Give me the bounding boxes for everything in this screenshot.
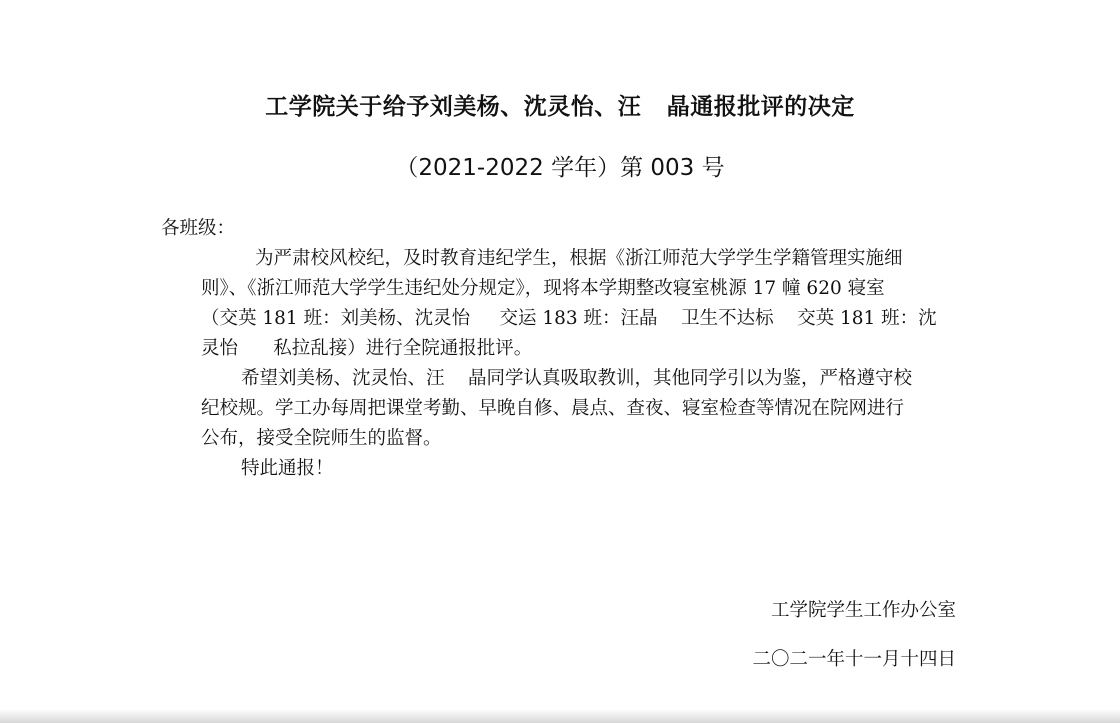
document-title: 工学院关于给予刘美杨、沈灵怡、汪 晶通报批评的决定: [265, 94, 855, 120]
closing-line: 特此通报！: [241, 458, 334, 479]
paragraph-2-line: 希望刘美杨、沈灵怡、汪 晶同学认真吸取教训，其他同学引以为鉴，严格遵守校: [241, 368, 913, 389]
paragraph-1-line: （交英 181 班：刘美杨、沈灵怡 交运 183 班：汪晶 卫生不达标 交英 181 班：沈: [201, 308, 937, 329]
issue-date: 二〇二一年十一月十四日: [752, 649, 956, 670]
paragraph-1-line: 则》、《浙江师范大学学生违纪处分规定》，现将本学期整改寝室桃源 17 幢 620 寝室: [201, 278, 885, 299]
salutation: 各班级：: [161, 218, 236, 239]
paragraph-2-line: 公布，接受全院师生的监督。: [201, 428, 442, 449]
issuer-signature: 工学院学生工作办公室: [770, 600, 956, 621]
paragraph-1-line: 为严肃校风校纪，及时教育违纪学生，根据《浙江师范大学学生学籍管理实施细: [255, 248, 903, 269]
paragraph-1-line: 灵怡 私拉乱接）进行全院通报批评。: [201, 338, 533, 359]
paragraph-2-line: 纪校规。学工办每周把课堂考勤、早晚自修、晨点、查夜、寝室检查等情况在院网进行: [201, 398, 905, 419]
document-body: [201, 244, 961, 484]
document-number: （2021-2022 学年）第 003 号: [395, 155, 725, 181]
page-bottom-shadow: [0, 709, 1120, 723]
